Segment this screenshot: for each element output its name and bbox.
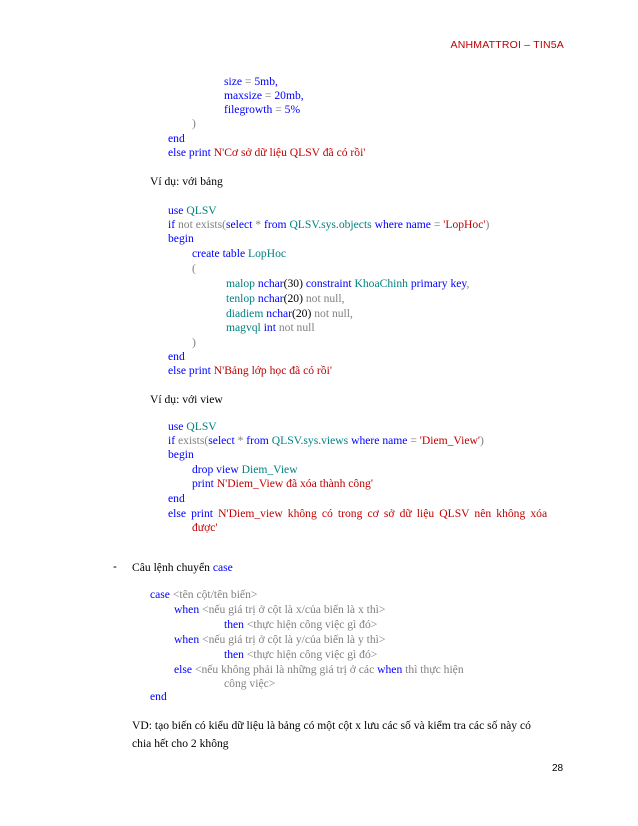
val: 5mb, [254,75,278,88]
kw: nchar [266,307,293,320]
len: (30) [283,277,303,290]
kw: use [168,420,184,433]
kw: name [405,218,431,231]
placeholder: <nếu giá trị ở cột là y/của biến là y thì> [202,633,386,646]
string: N'Diem_view không có trong cơ sở dữ liệu QLSV nên không xóa [218,507,548,520]
kw: where [374,218,403,231]
code-line-size [224,75,278,89]
len: (20) [292,307,312,320]
op: not null, [305,292,345,305]
op: ) [479,434,484,447]
kw: else print [168,507,214,520]
code-else-print [168,507,547,521]
case-then-2 [224,648,377,662]
kw: else [174,663,193,676]
col: malop [226,277,255,290]
obj: KhoaChinh [354,277,408,290]
vd-line-1: VD: tạo biến có kiểu dữ liệu là bảng có một cột x lưu các số và kiểm tra các số này có [132,719,531,732]
kw: size [224,75,243,88]
case-then-1 [224,618,377,632]
case-when-1 [174,603,385,617]
kw: case [212,561,233,574]
case-when-2 [174,633,385,647]
placeholder: <nếu giá trị ở cột là x/của biến là x thì> [202,603,386,616]
string: N'Bảng lớp học đã có rồi' [213,364,332,377]
code-end: end [168,492,185,505]
code-col-diadiem [226,307,353,321]
kw: create table [192,247,246,260]
placeholder: <thực hiện công việc gì đó> [246,618,378,631]
op: * [234,434,247,447]
example-view-label: Ví dụ: với view [150,393,223,406]
case-end: end [150,690,167,703]
kw: constraint [305,277,352,290]
string: 'Diem_View' [419,434,480,447]
vd-line-2: chia hết cho 2 không [132,737,229,750]
kw: primary key [410,277,467,290]
code-col-magvql [226,321,315,335]
code-use [168,420,217,434]
obj: Diem_View [241,463,298,476]
kw: from [263,218,287,231]
code-else-print [168,146,365,160]
placeholder: <nếu không phải là những giá trị ở các [194,663,375,676]
code-if-not-exists [168,218,489,232]
string: N'Cơ sở dữ liệu QLSV đã có rồi' [213,146,366,159]
kw: when [377,663,403,676]
string: N'Diem_View đã xóa thành công' [216,477,373,490]
op: ) [485,218,490,231]
case-heading [132,561,233,575]
placeholder: <thực hiện công việc gì đó> [246,648,378,661]
op: = [407,434,420,447]
op: * [252,218,264,231]
kw: from [246,434,269,447]
code-begin: begin [168,232,194,245]
kw: then [224,618,244,631]
len: (20) [283,292,303,305]
kw: else print [168,364,211,377]
code-line-maxsize [224,89,304,103]
op: not exists( [178,218,226,231]
code-open-paren: ( [192,262,196,275]
obj: QLSV.sys.objects [289,218,372,231]
obj: LopHoc [248,247,287,260]
db: QLSV [186,420,217,433]
kw: int [263,321,276,334]
op: = [430,218,444,231]
op: not null, [314,307,353,320]
kw: select [225,218,253,231]
placeholder: thì thực hiện [405,663,464,676]
kw: if [168,434,176,447]
kw: else print [168,146,211,159]
op: exists( [178,434,209,447]
kw: where [351,434,380,447]
example-table-label: Ví dụ: với bảng [150,175,223,188]
code-create-table [192,247,286,261]
kw: drop view [192,463,239,476]
kw: if [168,218,176,231]
kw: name [382,434,408,447]
db: QLSV [186,204,217,217]
case-else-cont: công việc> [224,677,276,690]
op: = [242,75,255,88]
op: , [466,277,470,290]
page-header: ANHMATTROI – TIN5A [450,39,564,51]
code-else-print [168,364,332,378]
col: diadiem [226,307,264,320]
kw: when [174,603,200,616]
kw: filegrowth [224,103,273,116]
kw: then [224,648,244,661]
kw: maxsize [224,89,262,102]
code-col-tenlop [226,292,345,306]
kw: print [192,477,214,490]
code-string-cont: được' [192,521,218,534]
col: tenlop [226,292,255,305]
code-use [168,204,217,218]
code-close-paren: ) [192,336,196,349]
kw: case [150,588,170,601]
string: 'LopHoc' [443,218,486,231]
code-col-malop [226,277,469,291]
code-paren: ) [192,117,196,130]
obj: QLSV.sys.views [271,434,349,447]
code-if-exists [168,434,484,448]
code-print [192,477,373,491]
code-begin: begin [168,448,194,461]
code-line-filegrowth [224,103,300,117]
op: = [262,89,275,102]
kw: select [208,434,235,447]
bullet: - [113,560,117,573]
case-line [150,588,257,602]
code-drop-view [192,463,298,477]
placeholder: <tên cột/tên biến> [172,588,258,601]
op: not null [278,321,315,334]
page-number: 28 [552,763,564,774]
col: magvql [226,321,261,334]
kw: nchar [257,292,284,305]
val: 20mb, [274,89,304,102]
code-end: end [168,132,185,145]
op: = [272,103,285,116]
kw: use [168,204,184,217]
kw: nchar [257,277,284,290]
code-end: end [168,350,185,363]
val: 5% [284,103,301,116]
kw: when [174,633,200,646]
case-else [174,663,464,677]
heading-text: Câu lệnh chuyển [132,561,210,574]
